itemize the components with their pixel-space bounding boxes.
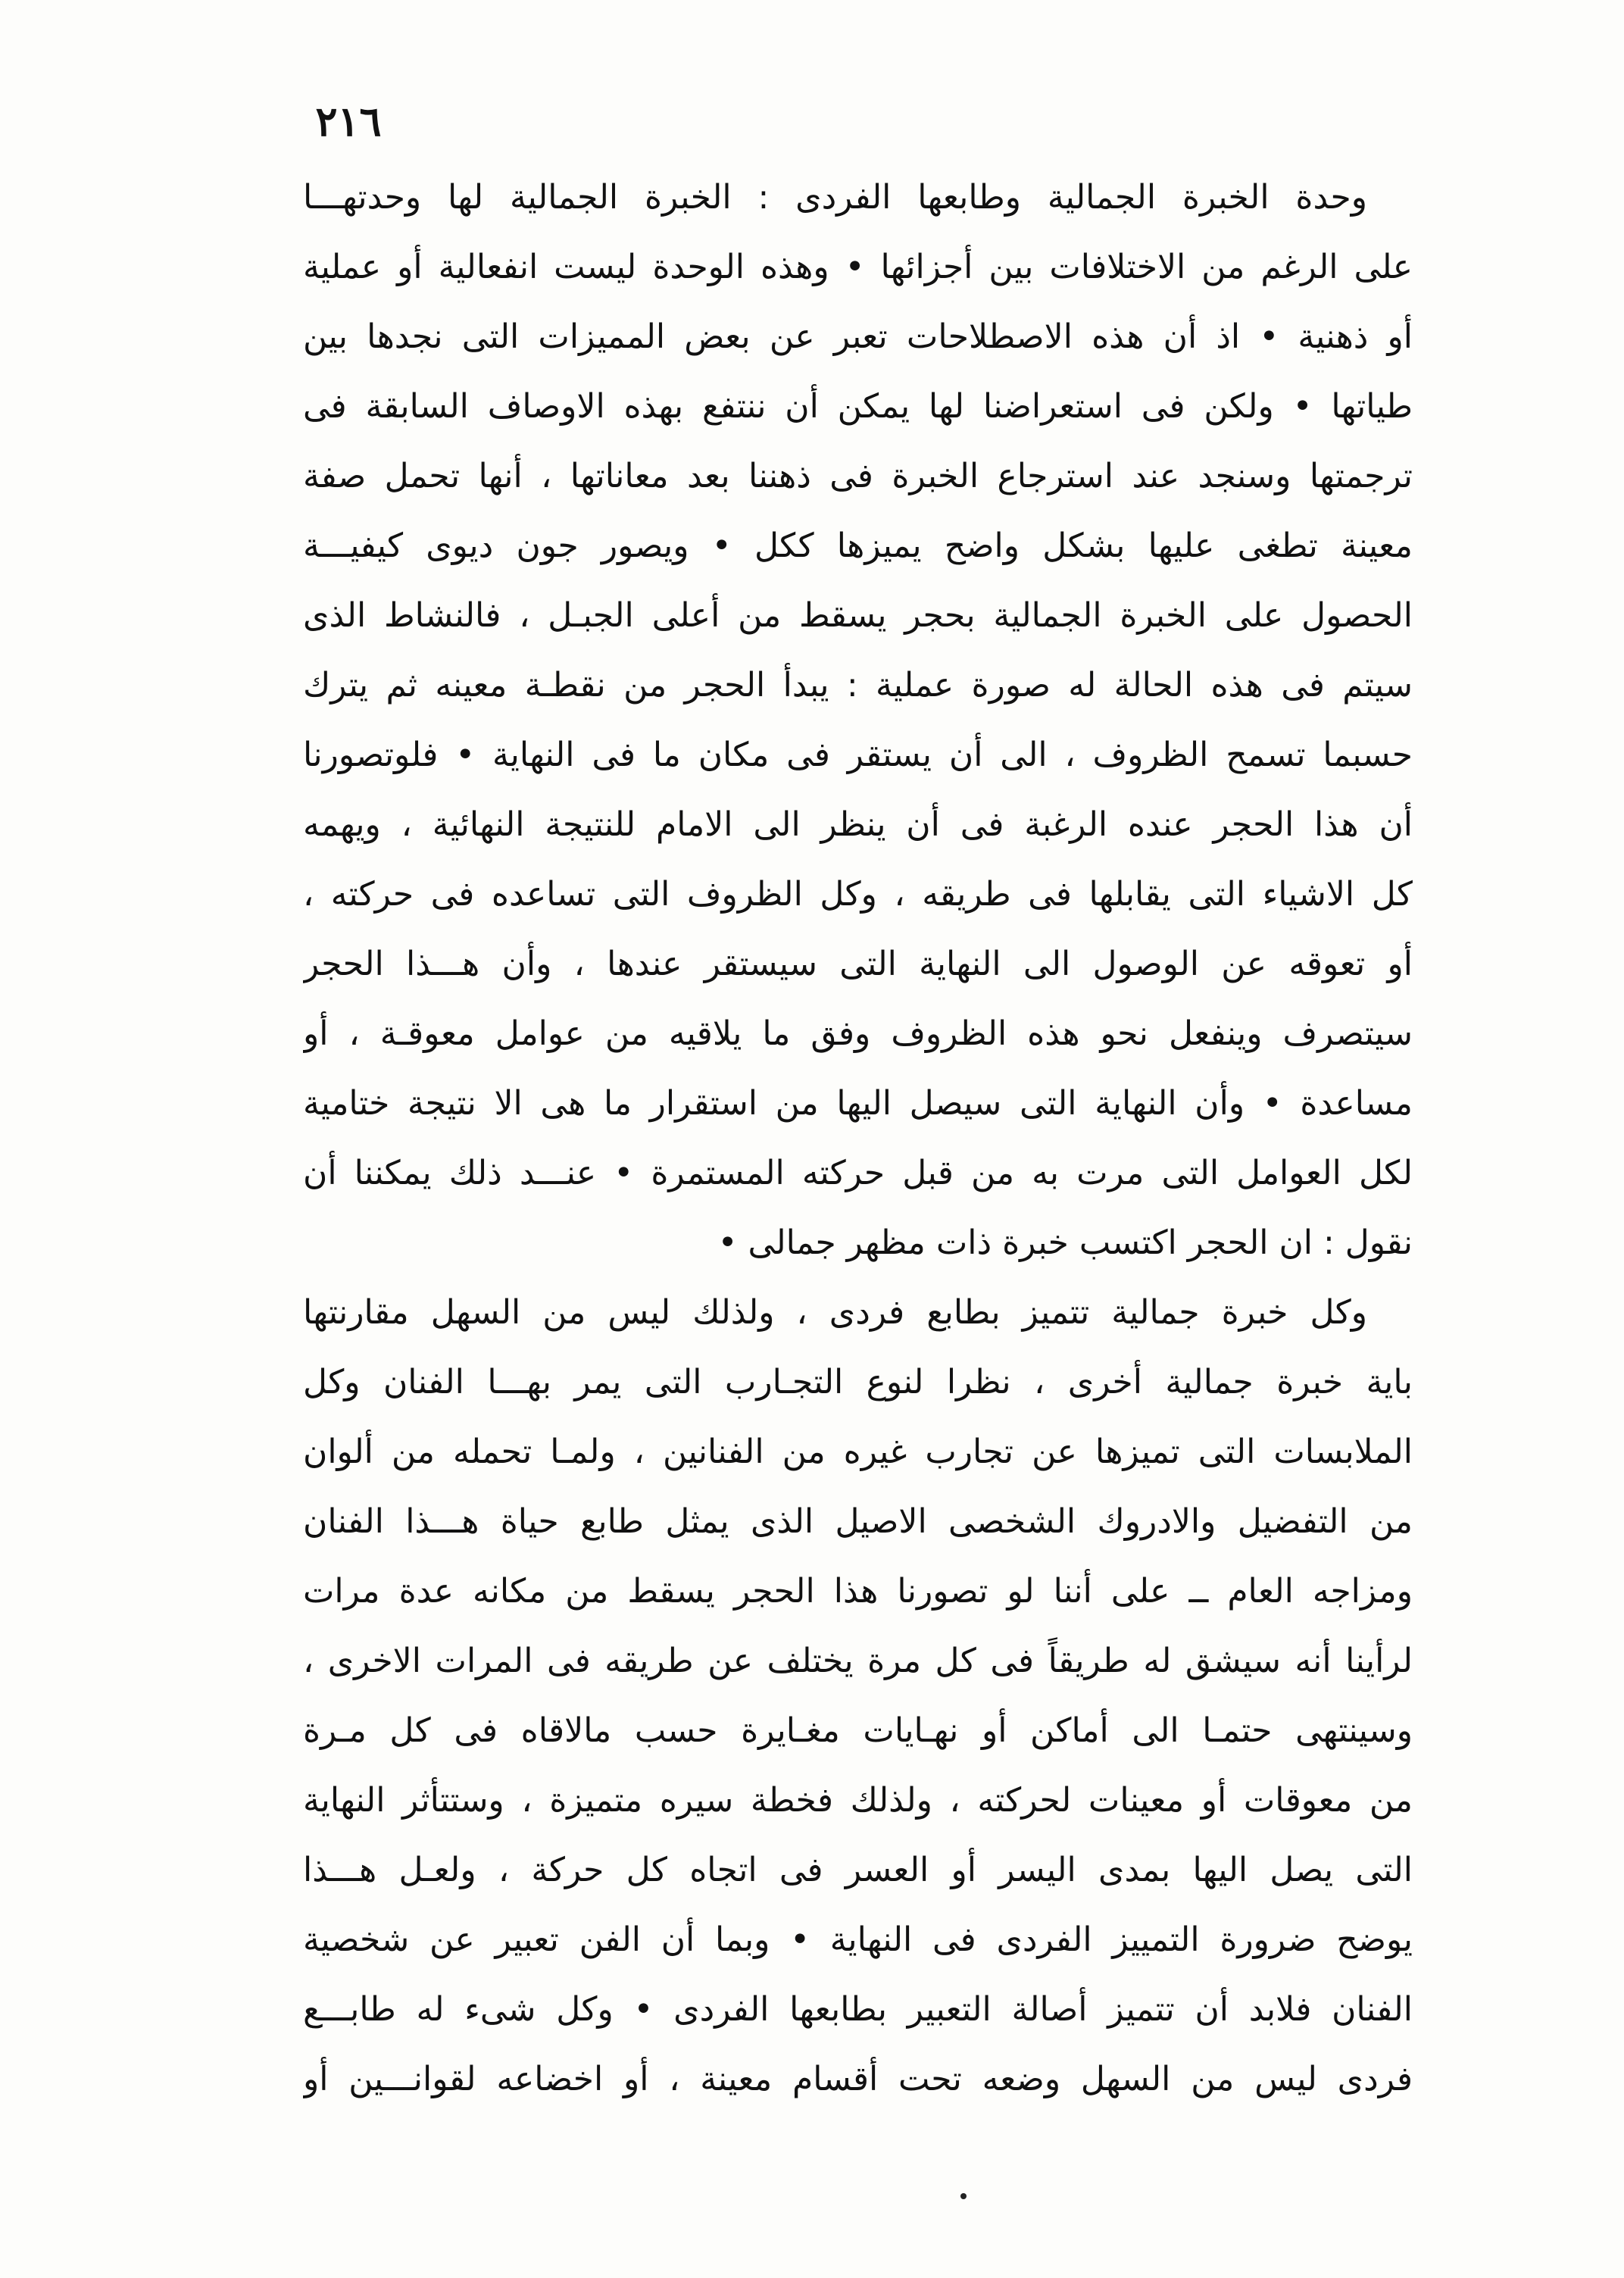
text-line: الفنان فلابد أن تتميز أصالة التعبير بطابعها الفردى • وكل شىء له طابـــع	[303, 1990, 1413, 2029]
text-line: كل الاشياء التى يقابلها فى طريقه ، وكل الظروف التى تساعده فى حركته ،	[303, 875, 1413, 914]
text-line: من التفضيل والادروك الشخصى الاصيل الذى يمثل طابع حياة هـــذا الفنان	[303, 1502, 1413, 1541]
page-number: ٢١٦	[315, 97, 382, 145]
text-line: سيتم فى هذه الحالة له صورة عملية : يبدأ الحجر من نقطـة معينه ثم يترك	[303, 666, 1413, 705]
text-line: الحصول على الخبرة الجمالية بحجر يسقط من أعلى الجبـل ، فالنشاط الذى	[303, 596, 1413, 635]
paragraph-1	[303, 163, 1413, 1278]
text-line: أو تعوقه عن الوصول الى النهاية التى سيستقر عندها ، وأن هـــذا الحجر	[303, 945, 1413, 983]
text-line: ومزاجه العام ــ على أننا لو تصورنا هذا الحجر يسقط من مكانه عدة مرات	[303, 1572, 1413, 1611]
text-line: التى يصل اليها بمدى اليسر أو العسر فى اتجاه كل حركة ، ولعـل هـــذا	[303, 1851, 1413, 1889]
text-line: يوضح ضرورة التمييز الفردى فى النهاية • وبما أن الفن تعبير عن شخصية	[303, 1920, 1413, 1959]
text-line: وحدة الخبرة الجمالية وطابعها الفردى : الخبرة الجمالية لها وحدتهـــا	[303, 178, 1367, 217]
text-line: من معوقات أو معينات لحركته ، ولذلك فخطة سيره متميزة ، وستتأثر النهاية	[303, 1781, 1413, 1820]
text-line: الملابسات التى تميزها عن تجارب غيره من الفنانين ، ولمـا تحمله من ألوان	[303, 1433, 1413, 1471]
text-line: لرأينا أنه سيشق له طريقاً فى كل مرة يختلف عن طريقه فى المرات الاخرى ،	[303, 1642, 1413, 1680]
text-line: سيتصرف وينفعل نحو هذه الظروف وفق ما يلاقيه من عوامل معوقـة ، أو	[303, 1014, 1413, 1053]
text-line: على الرغم من الاختلافات بين أجزائها • وهذه الوحدة ليست انفعالية أو عملية	[303, 248, 1413, 286]
text-line: مساعدة • وأن النهاية التى سيصل اليها من استقرار ما هى الا نتيجة ختامية	[303, 1084, 1413, 1123]
text-line: ترجمتها وسنجد عند استرجاع الخبرة فى ذهننا بعد معاناتها ، أنها تحمل صفة	[303, 457, 1413, 495]
text-line: معينة تطغى عليها بشكل واضح يميزها ككل • ويصور جون ديوى كيفيـــة	[303, 527, 1413, 565]
body-text	[303, 163, 1413, 2114]
text-line: وسينتهى حتمـا الى أماكن أو نهـايات مغـايرة حسب مالاقاه فى كل مـرة	[303, 1711, 1413, 1750]
text-line: حسبما تسمح الظروف ، الى أن يستقر فى مكان ما فى النهاية • فلوتصورنا	[303, 736, 1413, 774]
text-line: طياتها • ولكن فى استعراضنا لها يمكن أن ننتفع بهذه الاوصاف السابقة فى	[303, 387, 1413, 426]
text-line: أن هذا الحجر عنده الرغبة فى أن ينظر الى الامام للنتيجة النهائية ، ويهمه	[303, 805, 1413, 844]
text-line: وكل خبرة جمالية تتميز بطابع فردى ، ولذلك ليس من السهل مقارنتها	[303, 1293, 1367, 1332]
paragraph-2	[303, 1278, 1413, 2114]
text-line: أو ذهنية • اذ أن هذه الاصطلاحات تعبر عن بعض المميزات التى نجدها بين	[303, 317, 1413, 356]
text-line: فردى ليس من السهل وضعه تحت أقسام معينة ، أو اخضاعه لقوانـــين أو	[303, 2060, 1413, 2098]
text-line: نقول : ان الحجر اكتسب خبرة ذات مظهر جمالى •	[717, 1223, 1413, 1262]
footer-dot-mark	[960, 2193, 967, 2199]
text-line: لكل العوامل التى مرت به من قبل حركته المستمرة • عنـــد ذلك يمكننا أن	[303, 1154, 1413, 1192]
text-line: باية خبرة جمالية أخرى ، نظرا لنوع التجـارب التى يمر بهـــا الفنان وكل	[303, 1363, 1413, 1401]
